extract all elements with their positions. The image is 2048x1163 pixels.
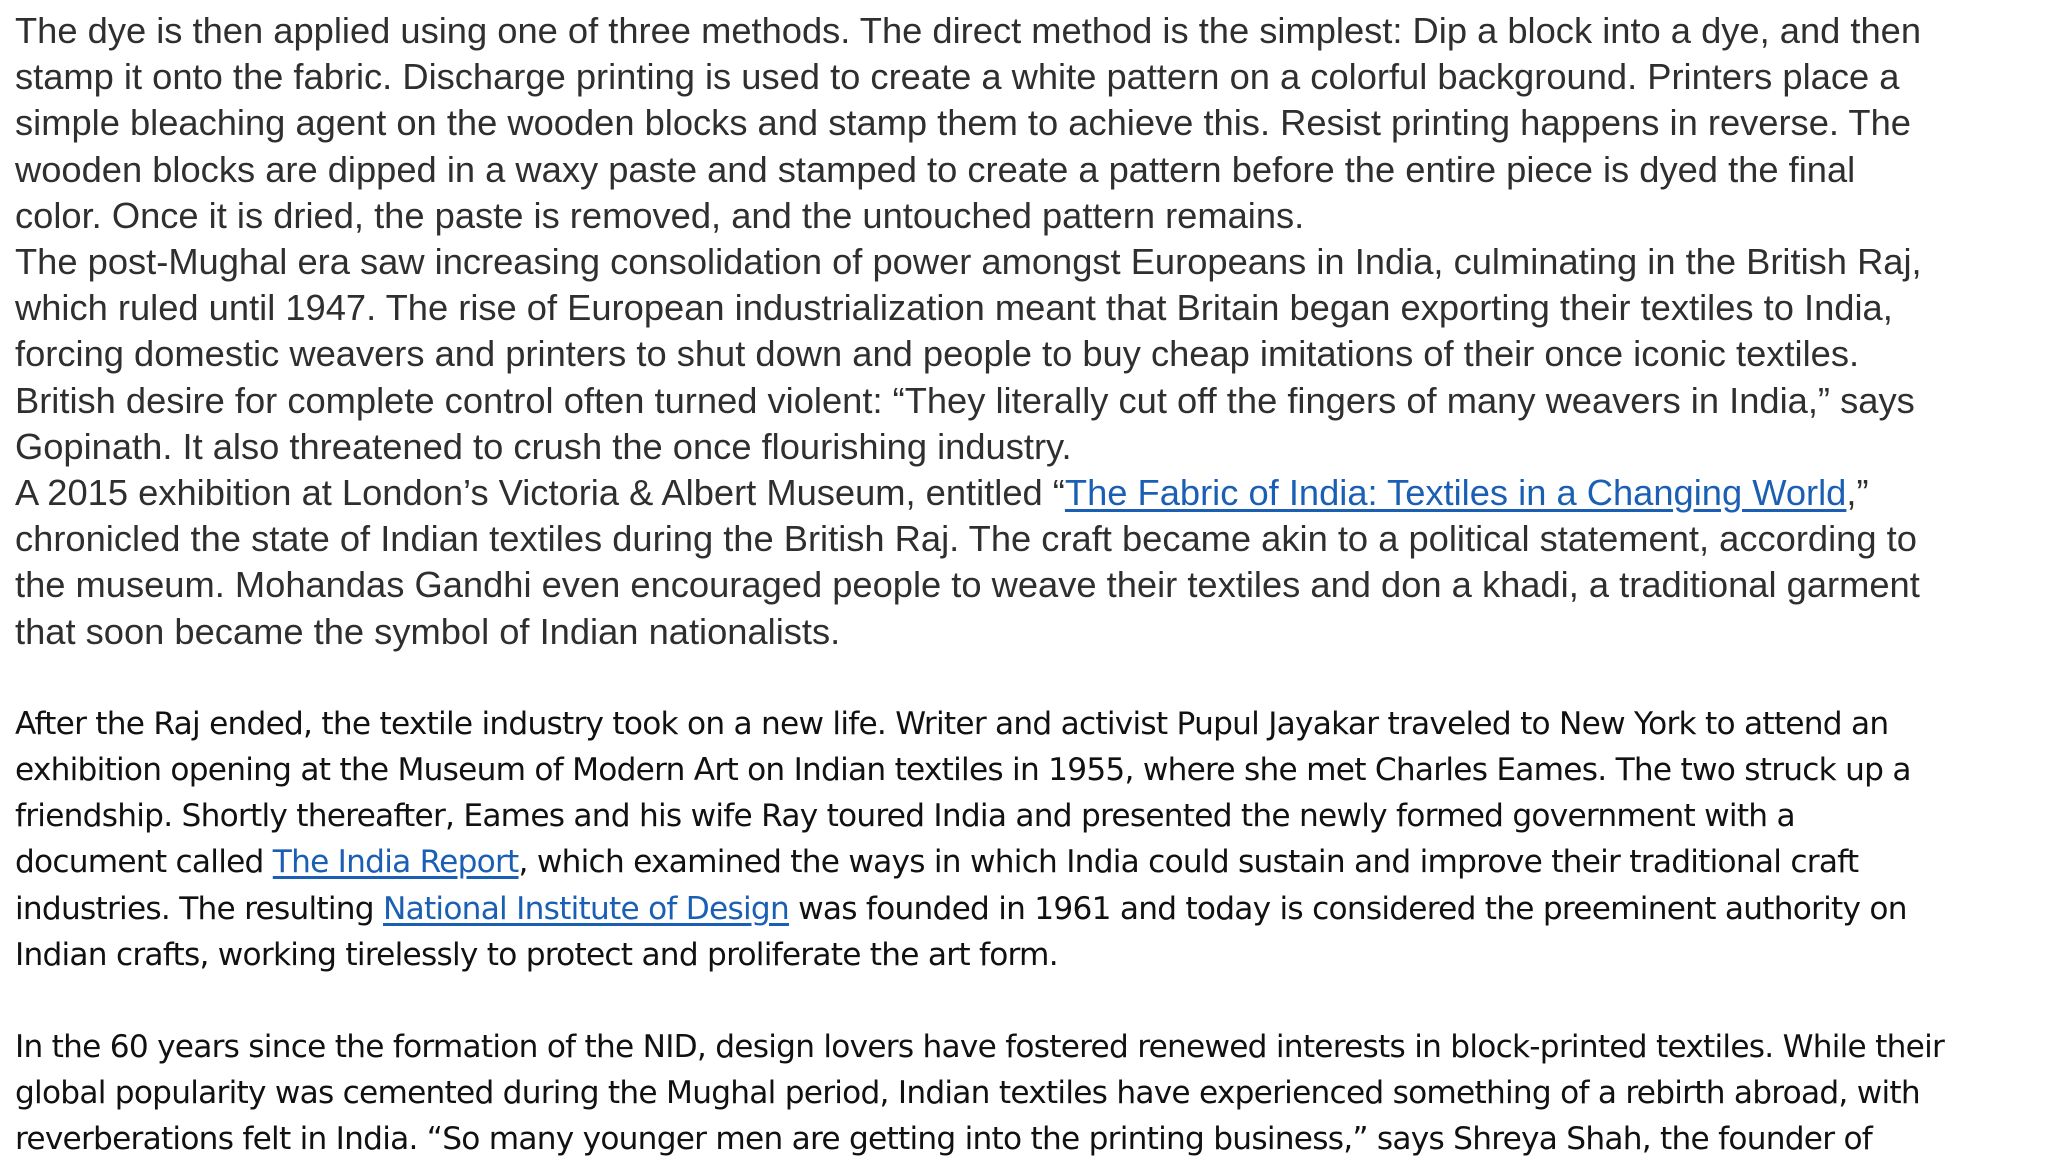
link-india-report[interactable]: The India Report bbox=[272, 844, 519, 881]
text-line: Gopinath. It also threatened to crush the once flourishing industry. bbox=[15, 425, 1072, 467]
text-line: The dye is then applied using one of three methods. The direct method is the simplest: Dip a block into a dye, and then bbox=[15, 10, 1922, 51]
text-line: In the 60 years since the formation of the NID, design lovers have fostered renewed interests in block-printed textiles. While their bbox=[15, 1029, 1945, 1066]
text-line: exhibition opening at the Museum of Modern Art on Indian textiles in 1955, where she met Charles Eames. The two struck up a bbox=[15, 752, 1911, 789]
paragraph-post-mughal bbox=[15, 239, 2043, 470]
paragraph-spacer bbox=[15, 655, 2043, 701]
text-line bbox=[15, 886, 2043, 932]
paragraph-after-raj bbox=[15, 701, 2043, 978]
link-fabric-of-india[interactable]: The Fabric of India: Textiles in a Changing World bbox=[1064, 472, 1847, 514]
text-line: wooden blocks are dipped in a waxy paste and stamped to create a pattern before the entire piece is dyed the final bbox=[15, 148, 1856, 190]
text-line: Indian crafts, working tirelessly to protect and proliferate the art form. bbox=[15, 936, 1058, 973]
paragraph-exhibition bbox=[15, 470, 2043, 655]
text-line: global popularity was cemented during the Mughal period, Indian textiles have experienced something of a rebirth abroad, with bbox=[15, 1075, 1920, 1112]
paragraph-spacer bbox=[15, 978, 2043, 1024]
text-fragment: A 2015 exhibition at London’s Victoria & Albert Museum, entitled “ bbox=[15, 472, 1065, 514]
link-national-institute-of-design[interactable]: National Institute of Design bbox=[383, 890, 789, 927]
text-line: stamp it onto the fabric. Discharge printing is used to create a white pattern on a colorful background. Printers place a bbox=[15, 56, 1900, 98]
paragraph-nid-years bbox=[15, 1024, 2043, 1163]
paragraph-dye-methods bbox=[15, 8, 2043, 239]
text-fragment: ,” bbox=[1846, 472, 1869, 514]
article-body bbox=[15, 8, 2043, 1163]
text-line: that soon became the symbol of Indian nationalists. bbox=[15, 610, 841, 652]
text-line: After the Raj ended, the textile industry took on a new life. Writer and activist Pupul Jayakar traveled to New York to attend an bbox=[15, 705, 1889, 742]
text-line: reverberations felt in India. “So many younger men are getting into the printing business,” says Shreya Shah, the founder of bbox=[15, 1121, 1873, 1158]
text-fragment: was founded in 1961 and today is considered the preeminent authority on bbox=[788, 890, 1907, 927]
text-line: The post-Mughal era saw increasing consolidation of power amongst Europeans in India, culminating in the British Raj, bbox=[15, 241, 1922, 283]
text-fragment: industries. The resulting bbox=[15, 890, 384, 927]
text-fragment: document called bbox=[15, 844, 273, 881]
text-line: color. Once it is dried, the paste is removed, and the untouched pattern remains. bbox=[15, 194, 1305, 236]
text-line: the museum. Mohandas Gandhi even encouraged people to weave their textiles and don a khadi, a traditional garment bbox=[15, 564, 1920, 606]
text-line: British desire for complete control often turned violent: “They literally cut off the fingers of many weavers in India,” says bbox=[15, 379, 1915, 421]
text-line: which ruled until 1947. The rise of European industrialization meant that Britain began exporting their textiles to India, bbox=[15, 287, 1893, 329]
text-line: simple bleaching agent on the wooden blocks and stamp them to achieve this. Resist printing happens in reverse. The bbox=[15, 102, 1911, 144]
text-line: friendship. Shortly thereafter, Eames and his wife Ray toured India and presented the newly formed government with a bbox=[15, 798, 1795, 835]
text-line: forcing domestic weavers and printers to shut down and people to buy cheap imitations of their once iconic textiles. bbox=[15, 333, 1860, 375]
text-line: chronicled the state of Indian textiles during the British Raj. The craft became akin to a political statement, according to bbox=[15, 518, 1917, 560]
text-line bbox=[15, 839, 2043, 885]
text-fragment: , which examined the ways in which India could sustain and improve their traditional craft bbox=[518, 844, 1859, 881]
text-line bbox=[15, 470, 2043, 516]
